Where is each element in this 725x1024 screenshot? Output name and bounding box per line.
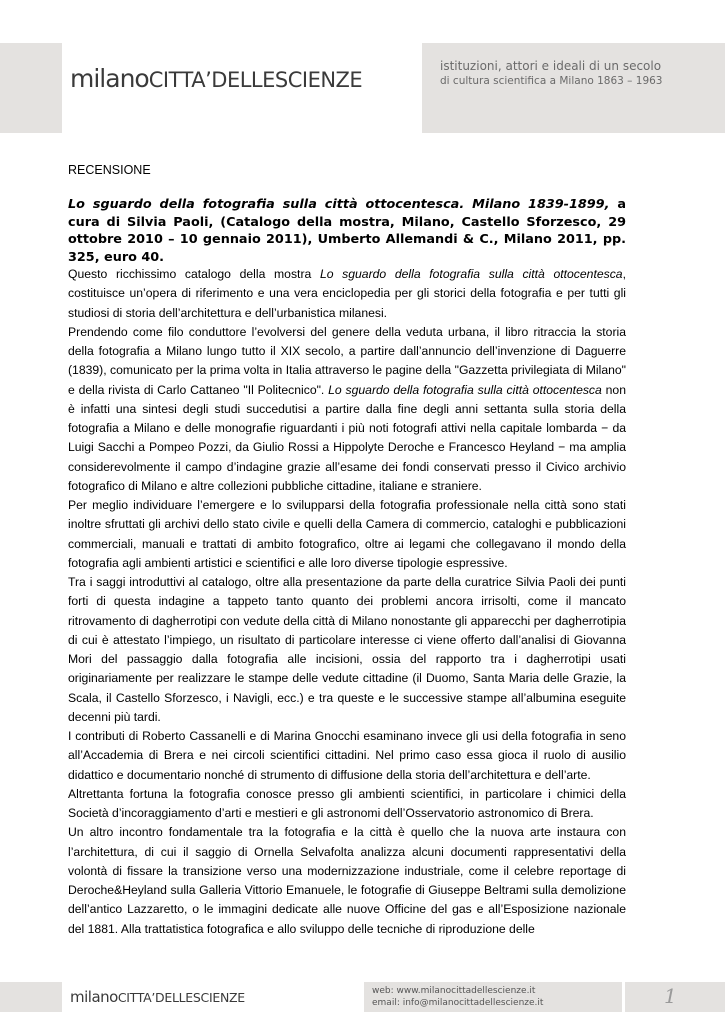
paragraph-1 <box>68 265 626 323</box>
footer-logo-box <box>62 982 364 1012</box>
paragraph-5: I contributi di Roberto Cassanelli e di Marina Gnocchi esaminano invece gli usi della fotografia in seno all’Accademia di Brera e nei circoli scientifici cittadini. Nel primo caso essa gioca il ruolo di ausilio didattico e documentario nonché di strumento di diffusione della storia dell’architettura e dell’arte. <box>68 729 626 782</box>
review-title <box>68 196 626 266</box>
paragraph-6: Altrettanta fortuna la fotografia conosce presso gli ambienti scientifici, in particolare i chimici della Società d’incoraggiamento d’arti e mestieri e gli astronomi dell’Osservatorio astronomico di Brera. <box>68 786 626 820</box>
paragraph-2-italic: Lo sguardo della fotografia sulla città ottocentesca <box>328 382 602 397</box>
paragraph-2-text-b: non è infatti una sintesi degli studi succedutisi a partire dalla fine degli anni settanta sulla storia della fotografia a Milano e delle monografie riguardanti i più noti fotografi attivi nella capitale lombarda − da Luigi Sacchi a Pompeo Pozzi, da Giulio Rossi a Hippolyte Deroche e Francesco Heyland − ma amplia considerevolmente il campo d’indagine grazie all’esame dei fondi conservati presso il Civico archivio fotografico di Milano e altre collezioni pubbliche cittadine, italiane e straniere. <box>68 382 626 493</box>
footer-logo-citta-delle-scienze: CITTA’DELLESCIENZE <box>117 990 245 1005</box>
footer-logo <box>70 987 245 1006</box>
page-header <box>0 43 725 133</box>
footer-contact <box>372 985 543 1009</box>
paragraph-7: Un altro incontro fondamentale tra la fotografia e la città è quello che la nuova arte instaura con l’architettura, di cui il saggio di Ornella Selvafolta analizza alcuni documenti rappresentativi della volontà di fissare la transizione verso una modernizzazione industriale, come il celebre reportage di Deroche&Heyland sulla Galleria Vittorio Emanuele, le fotografie di Giuseppe Beltrami sulla demolizione dell’antico Lazzaretto, o le immagini dedicate alle nuove Officine del gas e all’Esposizione nazionale del 1881. Alla trattatistica fotografica e allo sviluppo delle tecniche di riproduzione delle <box>68 825 626 936</box>
logo-milano: milano <box>70 64 149 93</box>
paragraph-2-text-a: Prendendo come filo conduttore l’evolversi del genere della veduta urbana, il libro ritraccia la storia della fotografia a Milano lungo tutto il XIX secolo, a partire dall’annuncio dell’invenzione di Daguerre (1839), comunicato per la prima volta in Italia attraverso le pagine della "Gazzetta privilegiata di Milano" e della rivista di Carlo Cattaneo "Il Politecnico". <box>68 324 626 397</box>
site-logo <box>70 64 362 93</box>
page-footer <box>0 982 725 1012</box>
paragraph-2 <box>68 323 626 496</box>
footer-logo-milano: milano <box>70 988 118 1006</box>
page-number: 1 <box>664 984 677 1008</box>
paragraph-1-text-a: Questo ricchissimo catalogo della mostra <box>68 267 320 281</box>
paragraph-3: Per meglio individuare l’emergere e lo svilupparsi della fotografia professionale nella città sono stati inoltre sfruttati gli archivi dello stato civile e quelli della Camera di commercio, cataloghi e pubblicazioni commerciali, manuali e trattati di ambito fotografico, oltre ai legami che collegavano il mondo della fotografia agli ambienti artistici e scientifici e alle loro diverse tipologie espressive. <box>68 498 626 570</box>
tagline-line-1: istituzioni, attori e ideali di un secolo <box>440 59 662 73</box>
paragraph-4: Tra i saggi introduttivi al catalogo, oltre alla presentazione da parte della curatrice Silvia Paoli dei punti forti di questa indagine a tappeto tanto quanto dei problemi ancora irrisolti, come il mancato ritrovamento di dagherrotipi con vedute della città di Milano nonostante gli apparecchi per dagherrotipia di cui è attestato l’impiego, un risultato di particolare interesse ci viene offerto dall’analisi di Giovanna Mori del passaggio dalla fotografia alle incisioni, ossia del rapporto tra i dagherrotipi usati originariamente per realizzare le stampe delle vedute cittadine (il Duomo, Santa Maria delle Grazie, la Scala, il Castello Sforzesco, i Navigli, ecc.) e tra queste e le successive stampe all’albumina eseguite decenni più tardi. <box>68 575 626 724</box>
paragraph-1-italic: Lo sguardo della fotografia sulla città ottocentesca <box>319 267 623 281</box>
footer-web[interactable]: web: www.milanocittadellescienze.it <box>372 986 536 996</box>
header-tagline <box>440 59 662 89</box>
tagline-line-2: di cultura scientifica a Milano 1863 – 1963 <box>440 75 663 87</box>
paragraph-1-text-b: , costituisce un’opera di riferimento e una vera enciclopedia per gli storici della fotografia e per tutti gli studiosi di storia dell’architettura e dell’urbanistica milanesi. <box>68 267 626 320</box>
review-body <box>68 265 626 939</box>
logo-citta-delle-scienze: CITTA’DELLESCIENZE <box>148 68 363 92</box>
footer-email[interactable]: email: info@milanocittadellescienze.it <box>372 998 544 1008</box>
section-kicker: RECENSIONE <box>68 163 151 177</box>
review-title-details: a cura di Silvia Paoli, (Catalogo della mostra, Milano, Castello Sforzesco, 29 ottobre 2010 – 10 gennaio 2011), Umberto Allemandi & C., Milano 2011, pp. 325, euro 40. <box>68 197 626 265</box>
footer-divider <box>622 982 625 1012</box>
header-logo-box <box>62 43 422 133</box>
review-title-book: Lo sguardo della fotografia sulla città ottocentesca. Milano 1839-1899, <box>68 197 610 212</box>
